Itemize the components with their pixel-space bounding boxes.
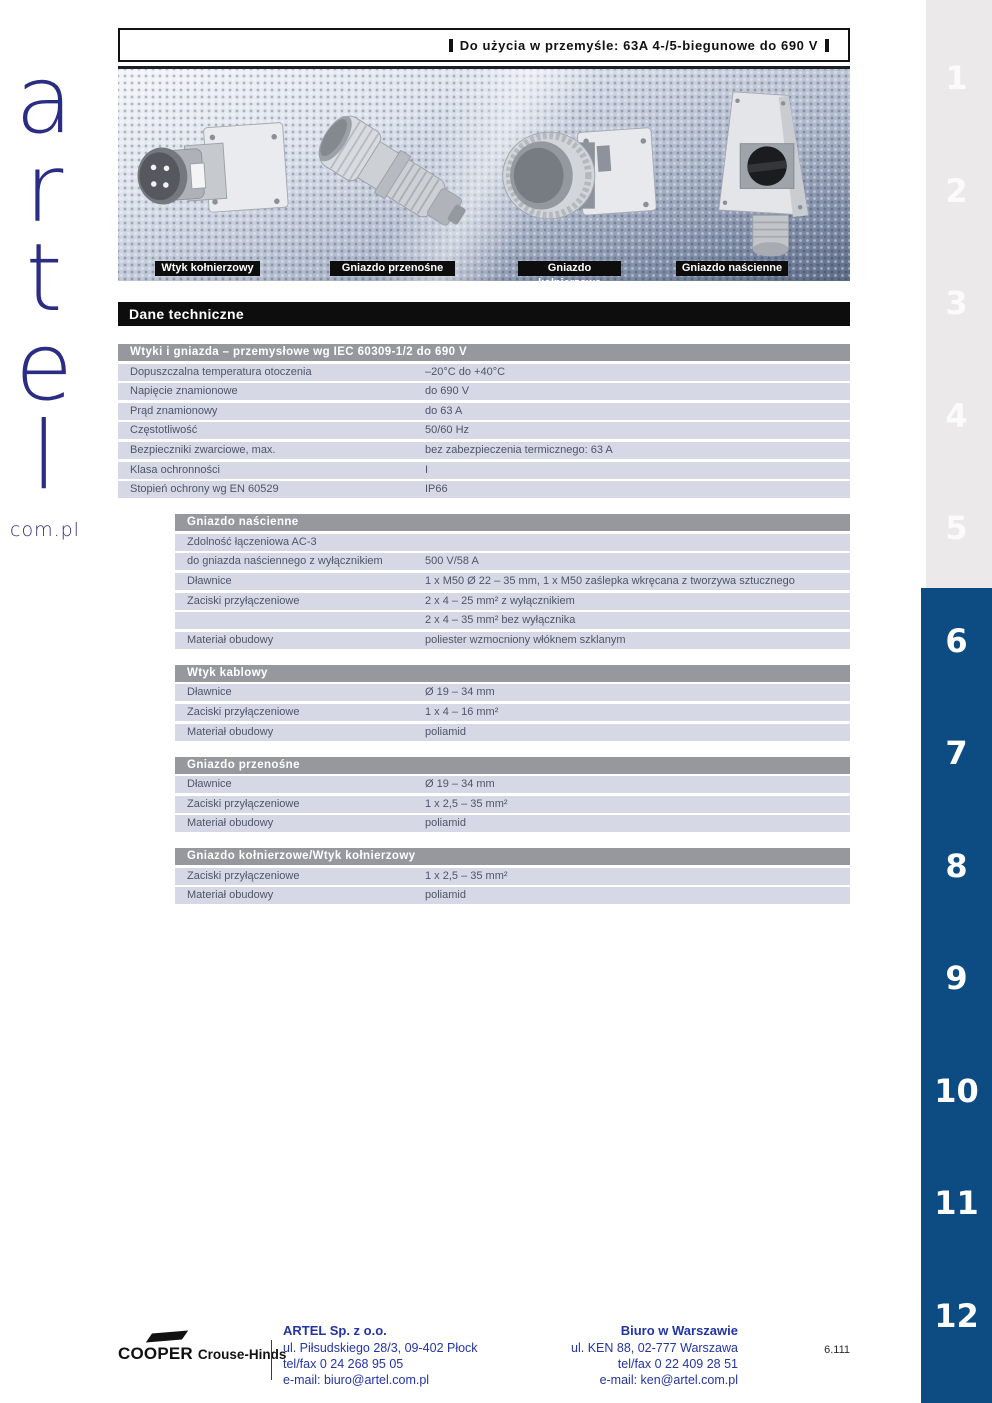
sidebar-tab-11[interactable]: 11 [934,1184,979,1222]
footer [118,1322,850,1398]
spec-value [425,534,850,551]
section-title: Dane techniczne [118,302,850,326]
spec-label: Materiał obudowy [187,633,274,646]
spec-value: –20°C do +40°C [425,365,506,378]
spec-value: 1 x 4 – 16 mm² [425,705,499,718]
spec-row [175,724,850,741]
usage-banner-text: Do użycia w przemyśle: 63A 4-/5-biegunowe do 690 V [459,37,818,53]
spec-value: 500 V/58 A [425,555,479,568]
sidebar-tab-10[interactable]: 10 [934,1071,979,1110]
spec-label: Materiał obudowy [187,889,274,902]
spec-label: Zaciski przyłączeniowe [187,705,300,718]
logo-letter: l [30,402,58,511]
spec-value: 2 x 4 – 25 mm² z wyłącznikiem [425,594,575,607]
sidebar-tab-5[interactable]: 5 [945,509,968,547]
sidebar-tab-12[interactable]: 12 [934,1296,979,1335]
spec-value: 1 x 2,5 – 35 mm² [425,797,508,810]
product-label: Wtyk kołnierzowy [155,261,260,276]
spec-table [175,665,850,741]
spec-label: Bezpieczniki zwarciowe, max. [130,443,276,456]
technical-tables [118,344,850,920]
spec-value: do 63 A [425,404,463,417]
footer-divider [271,1340,272,1380]
spec-row [118,442,850,459]
spec-label: Klasa ochronności [130,463,220,476]
office-warszawa-phone: tel/fax 0 22 409 28 51 [617,1357,738,1371]
spec-row [175,684,850,701]
office-plock-address: ul. Piłsudskiego 28/3, 09-402 Płock [283,1341,478,1355]
spec-row [175,593,850,610]
spec-row [175,632,850,649]
cooper-logo-text: COOPER [118,1344,193,1363]
spec-row [175,776,850,793]
spec-row [118,364,850,381]
spec-label: Prąd znamionowy [130,404,218,417]
spec-label: Zaciski przyłączeniowe [187,797,300,810]
spec-label: Dławnice [187,778,232,791]
spec-label: Materiał obudowy [187,725,274,738]
artel-vertical-logo [4,46,84,541]
spec-table [175,757,850,833]
product-showcase [118,66,850,289]
spec-row [175,796,850,813]
sidebar-tab-8[interactable]: 8 [945,846,968,885]
spec-table-title: Gniazdo naścienne [175,514,850,531]
spec-label: Zaciski przyłączeniowe [187,869,300,882]
spec-value: 1 x 2,5 – 35 mm² [425,869,508,882]
spec-row [175,573,850,590]
spec-row [118,383,850,400]
sidebar-tab-7[interactable]: 7 [945,734,968,772]
spec-table [175,848,850,904]
spec-value: 1 x M50 Ø 22 – 35 mm, 1 x M50 zaślepka wkręcana z tworzywa sztucznego [425,574,795,587]
office-warszawa [571,1322,738,1388]
office-plock-phone: tel/fax 0 24 268 95 05 [283,1357,404,1371]
spec-value: 50/60 Hz [425,424,470,437]
flange-plug-image [122,88,297,263]
spec-label: Materiał obudowy [187,817,274,830]
cooper-crouse-hinds-logo [118,1344,286,1364]
spec-label [175,612,425,629]
sidebar-tab-2[interactable]: 2 [945,171,968,210]
spec-row [175,612,850,629]
product-cell [118,69,301,281]
sidebar-tab-9[interactable]: 9 [945,959,968,997]
office-warszawa-email: e-mail: ken@artel.com.pl [599,1373,738,1387]
banner-bar-icon [449,39,453,52]
sidebar-tab-3[interactable]: 3 [945,284,968,322]
spec-value: I [425,463,429,476]
spec-label: Częstotliwość [130,424,198,437]
spec-label: Dławnice [187,686,232,699]
page-number: 6.111 [824,1344,850,1356]
spec-value: Ø 19 – 34 mm [425,686,495,699]
spec-table-title: Gniazdo kołnierzowe/Wtyk kołnierzowy [175,848,850,865]
product-label: Gniazdo kołnierzowe [518,261,621,276]
crouse-hinds-logo-text: Crouse-Hinds [197,1347,287,1362]
spec-value: poliamid [425,889,466,902]
product-label: Gniazdo przenośne [330,261,455,276]
office-plock-title: ARTEL Sp. z o.o. [283,1323,387,1338]
logo-letter: e [15,313,73,422]
flange-socket-image [488,88,663,263]
logo-letter: t [25,224,63,333]
spec-label: Zdolność łączeniowa AC-3 [187,535,317,548]
logo-letter: a [15,46,73,155]
spec-row [118,422,850,439]
spec-row [175,704,850,721]
spec-value: 2 x 4 – 35 mm² bez wyłącznika [425,614,576,627]
sidebar-tab-6-active[interactable]: 6 [945,621,968,660]
spec-label: Stopień ochrony wg EN 60529 [130,483,279,496]
portable-socket-image [305,88,480,263]
spec-value: poliamid [425,725,466,738]
product-label: Gniazdo naścienne [676,261,788,276]
spec-table-title: Gniazdo przenośne [175,757,850,774]
office-warszawa-address: ul. KEN 88, 02-777 Warszawa [571,1341,738,1355]
spec-value: IP66 [425,483,448,496]
wall-socket-image [674,75,844,275]
spec-row [175,887,850,904]
sidebar-tab-1[interactable]: 1 [945,59,968,97]
spec-value: Ø 19 – 34 mm [425,778,495,791]
spec-label: Dopuszczalna temperatura otoczenia [130,365,312,378]
logo-letter: r [24,135,64,244]
spec-row [175,815,850,832]
office-plock [283,1322,478,1388]
banner-bar-icon [825,39,829,52]
spec-value: bez zabezpieczenia termicznego: 63 A [425,443,613,456]
spec-label: do gniazda naściennego z wyłącznikiem [187,555,383,568]
usage-banner [118,28,850,62]
spec-value: poliamid [425,817,466,830]
spec-label: Zaciski przyłączeniowe [187,594,300,607]
spec-row [175,868,850,885]
office-warszawa-title: Biuro w Warszawie [620,1323,738,1338]
spec-row [118,481,850,498]
product-cell [667,69,850,281]
product-cell [301,69,484,281]
spec-row [118,462,850,479]
spec-row [175,553,850,570]
spec-value: poliester wzmocniony włóknem szklanym [425,633,626,646]
spec-table [175,514,850,649]
brand-domain-text: com.pl [10,519,80,541]
spec-table [118,344,850,498]
spec-row [118,403,850,420]
sidebar-tab-4[interactable]: 4 [945,396,968,435]
spec-label: Dławnice [187,574,232,587]
office-plock-email: e-mail: biuro@artel.com.pl [283,1373,430,1387]
spec-value: do 690 V [425,385,470,398]
spec-row [175,534,850,551]
spec-table-title: Wtyk kablowy [175,665,850,682]
spec-table-title: Wtyki i gniazda – przemysłowe wg IEC 60309-1/2 do 690 V [118,344,850,361]
spec-label: Napięcie znamionowe [130,385,238,398]
cooper-flag-icon [146,1331,188,1343]
product-cell [484,69,667,281]
